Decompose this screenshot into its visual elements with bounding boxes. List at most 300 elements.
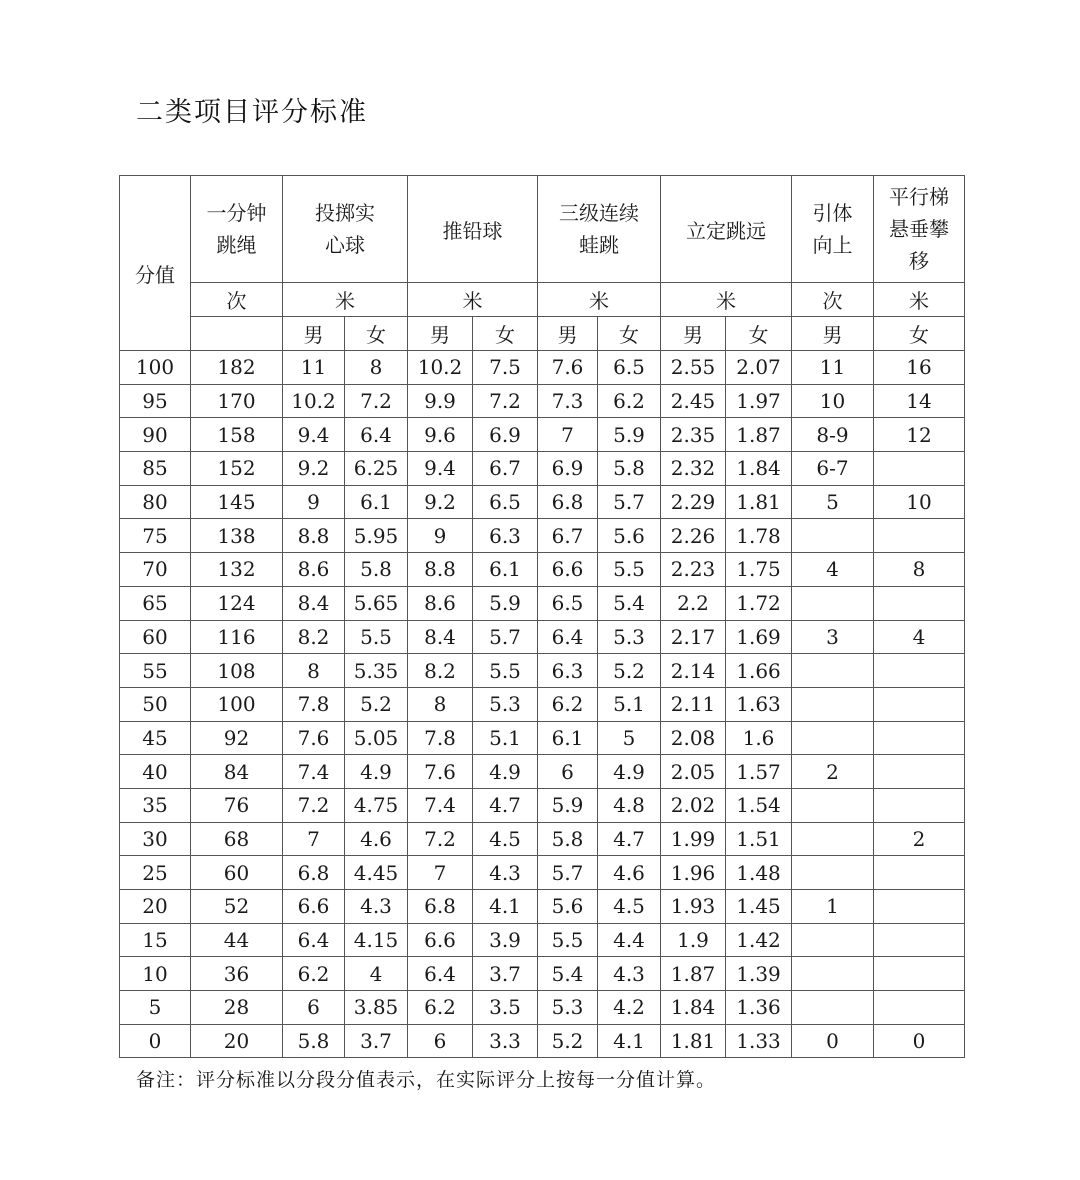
cell-rope-count: 145 xyxy=(191,485,283,519)
cell-frog-female: 4.4 xyxy=(598,923,661,957)
cell-shot-female: 4.3 xyxy=(473,856,538,890)
cell-jump-male: 2.17 xyxy=(661,620,726,654)
cell-rope-count: 108 xyxy=(191,654,283,688)
cell-shot-female: 5.1 xyxy=(473,721,538,755)
cell-shot-female: 5.9 xyxy=(473,586,538,620)
cell-frog-female: 4.6 xyxy=(598,856,661,890)
cell-shot-male: 9.2 xyxy=(408,485,473,519)
cell-shot-male: 9.4 xyxy=(408,452,473,486)
cell-pullup-male xyxy=(792,856,874,890)
sex-frog-male: 男 xyxy=(538,317,598,351)
sex-frog-female: 女 xyxy=(598,317,661,351)
cell-ladder-female: 10 xyxy=(874,485,965,519)
col-header-pull-up: 引体向上 xyxy=(792,176,874,283)
cell-ball-female: 4.9 xyxy=(345,755,408,789)
cell-frog-male: 6.3 xyxy=(538,654,598,688)
cell-rope-count: 28 xyxy=(191,991,283,1025)
cell-shot-female: 6.7 xyxy=(473,452,538,486)
sex-jump-male: 男 xyxy=(661,317,726,351)
cell-shot-male: 6.2 xyxy=(408,991,473,1025)
cell-shot-female: 4.9 xyxy=(473,755,538,789)
cell-ladder-female: 16 xyxy=(874,351,965,385)
cell-frog-female: 5.6 xyxy=(598,519,661,553)
cell-score: 95 xyxy=(120,384,191,418)
cell-score: 60 xyxy=(120,620,191,654)
cell-frog-female: 5.2 xyxy=(598,654,661,688)
cell-jump-male: 1.96 xyxy=(661,856,726,890)
unit-ball: 米 xyxy=(283,283,408,317)
cell-score: 100 xyxy=(120,351,191,385)
cell-jump-male: 2.02 xyxy=(661,788,726,822)
cell-pullup-male: 2 xyxy=(792,755,874,789)
cell-rope-count: 158 xyxy=(191,418,283,452)
cell-ladder-female xyxy=(874,923,965,957)
cell-score: 75 xyxy=(120,519,191,553)
cell-ball-male: 5.8 xyxy=(283,1024,345,1058)
cell-ladder-female: 8 xyxy=(874,553,965,587)
cell-ball-female: 8 xyxy=(345,351,408,385)
cell-ladder-female xyxy=(874,519,965,553)
cell-jump-female: 1.63 xyxy=(726,687,792,721)
header-row-titles xyxy=(120,176,965,283)
unit-jump: 米 xyxy=(661,283,792,317)
cell-ladder-female: 2 xyxy=(874,822,965,856)
cell-ball-male: 8.2 xyxy=(283,620,345,654)
cell-jump-female: 1.57 xyxy=(726,755,792,789)
cell-score: 85 xyxy=(120,452,191,486)
cell-shot-female: 6.5 xyxy=(473,485,538,519)
cell-ladder-female xyxy=(874,991,965,1025)
cell-shot-female: 5.3 xyxy=(473,687,538,721)
cell-jump-male: 2.29 xyxy=(661,485,726,519)
table-row xyxy=(120,519,965,553)
cell-ball-female: 3.7 xyxy=(345,1024,408,1058)
cell-rope-count: 60 xyxy=(191,856,283,890)
table-row xyxy=(120,452,965,486)
cell-frog-female: 4.1 xyxy=(598,1024,661,1058)
cell-shot-male: 9 xyxy=(408,519,473,553)
cell-frog-male: 6.9 xyxy=(538,452,598,486)
cell-frog-male: 6.1 xyxy=(538,721,598,755)
col-header-shot-put: 推铅球 xyxy=(408,176,538,283)
cell-ball-male: 9 xyxy=(283,485,345,519)
cell-ball-female: 4.3 xyxy=(345,890,408,924)
cell-pullup-male xyxy=(792,822,874,856)
table-row xyxy=(120,788,965,822)
cell-score: 35 xyxy=(120,788,191,822)
cell-shot-male: 8.8 xyxy=(408,553,473,587)
cell-ball-male: 6 xyxy=(283,991,345,1025)
col-header-score: 分值 xyxy=(120,176,191,351)
table-row xyxy=(120,991,965,1025)
cell-jump-male: 2.45 xyxy=(661,384,726,418)
cell-score: 55 xyxy=(120,654,191,688)
cell-ball-male: 9.2 xyxy=(283,452,345,486)
cell-jump-male: 2.08 xyxy=(661,721,726,755)
cell-ball-male: 10.2 xyxy=(283,384,345,418)
cell-ball-female: 5.95 xyxy=(345,519,408,553)
unit-frog: 米 xyxy=(538,283,661,317)
cell-jump-female: 1.66 xyxy=(726,654,792,688)
cell-jump-female: 2.07 xyxy=(726,351,792,385)
cell-shot-female: 6.1 xyxy=(473,553,538,587)
cell-ladder-female: 12 xyxy=(874,418,965,452)
cell-ladder-female: 14 xyxy=(874,384,965,418)
cell-ball-male: 8.8 xyxy=(283,519,345,553)
cell-shot-female: 4.7 xyxy=(473,788,538,822)
cell-jump-male: 1.93 xyxy=(661,890,726,924)
cell-frog-female: 5 xyxy=(598,721,661,755)
cell-jump-female: 1.33 xyxy=(726,1024,792,1058)
col-header-ladder-traverse: 平行梯悬垂攀移 xyxy=(874,176,965,283)
unit-shot: 米 xyxy=(408,283,538,317)
cell-jump-male: 2.32 xyxy=(661,452,726,486)
cell-frog-male: 6.7 xyxy=(538,519,598,553)
cell-frog-male: 5.4 xyxy=(538,957,598,991)
cell-score: 90 xyxy=(120,418,191,452)
cell-pullup-male xyxy=(792,991,874,1025)
cell-jump-male: 2.14 xyxy=(661,654,726,688)
cell-frog-female: 5.3 xyxy=(598,620,661,654)
cell-jump-male: 1.81 xyxy=(661,1024,726,1058)
cell-ladder-female xyxy=(874,755,965,789)
cell-frog-female: 5.8 xyxy=(598,452,661,486)
cell-pullup-male: 1 xyxy=(792,890,874,924)
cell-rope-count: 182 xyxy=(191,351,283,385)
cell-shot-female: 7.5 xyxy=(473,351,538,385)
cell-rope-count: 138 xyxy=(191,519,283,553)
sex-pullup-male: 男 xyxy=(792,317,874,351)
cell-frog-male: 6 xyxy=(538,755,598,789)
table-row xyxy=(120,890,965,924)
cell-shot-female: 5.7 xyxy=(473,620,538,654)
cell-ball-female: 4.45 xyxy=(345,856,408,890)
table-row xyxy=(120,822,965,856)
col-header-frog-jump: 三级连续蛙跳 xyxy=(538,176,661,283)
cell-shot-male: 8.6 xyxy=(408,586,473,620)
sex-jump-female: 女 xyxy=(726,317,792,351)
cell-jump-male: 2.23 xyxy=(661,553,726,587)
cell-ball-female: 4.15 xyxy=(345,923,408,957)
cell-shot-female: 5.5 xyxy=(473,654,538,688)
cell-shot-female: 6.3 xyxy=(473,519,538,553)
cell-frog-male: 6.2 xyxy=(538,687,598,721)
cell-score: 10 xyxy=(120,957,191,991)
cell-jump-female: 1.97 xyxy=(726,384,792,418)
cell-ball-female: 4.75 xyxy=(345,788,408,822)
cell-shot-female: 3.7 xyxy=(473,957,538,991)
cell-score: 40 xyxy=(120,755,191,789)
cell-rope-count: 52 xyxy=(191,890,283,924)
cell-shot-male: 7 xyxy=(408,856,473,890)
cell-ball-male: 8.6 xyxy=(283,553,345,587)
cell-jump-male: 2.55 xyxy=(661,351,726,385)
cell-pullup-male: 11 xyxy=(792,351,874,385)
cell-pullup-male: 0 xyxy=(792,1024,874,1058)
cell-ball-female: 6.1 xyxy=(345,485,408,519)
cell-shot-male: 7.2 xyxy=(408,822,473,856)
cell-rope-count: 124 xyxy=(191,586,283,620)
cell-jump-male: 1.99 xyxy=(661,822,726,856)
cell-jump-female: 1.48 xyxy=(726,856,792,890)
cell-rope-count: 44 xyxy=(191,923,283,957)
cell-ball-female: 5.05 xyxy=(345,721,408,755)
cell-jump-female: 1.42 xyxy=(726,923,792,957)
cell-rope-count: 84 xyxy=(191,755,283,789)
cell-ladder-female xyxy=(874,687,965,721)
cell-frog-male: 5.2 xyxy=(538,1024,598,1058)
table-row xyxy=(120,654,965,688)
table-row xyxy=(120,1024,965,1058)
cell-ball-male: 8 xyxy=(283,654,345,688)
cell-shot-male: 8.4 xyxy=(408,620,473,654)
cell-rope-count: 76 xyxy=(191,788,283,822)
cell-ball-male: 7 xyxy=(283,822,345,856)
sex-blank-cell xyxy=(191,317,283,351)
cell-ball-male: 6.8 xyxy=(283,856,345,890)
table-row xyxy=(120,755,965,789)
table-row xyxy=(120,586,965,620)
cell-rope-count: 36 xyxy=(191,957,283,991)
cell-ladder-female xyxy=(874,890,965,924)
cell-rope-count: 132 xyxy=(191,553,283,587)
cell-ball-female: 5.35 xyxy=(345,654,408,688)
cell-frog-female: 6.2 xyxy=(598,384,661,418)
table-row xyxy=(120,384,965,418)
cell-frog-female: 6.5 xyxy=(598,351,661,385)
cell-jump-female: 1.75 xyxy=(726,553,792,587)
cell-rope-count: 92 xyxy=(191,721,283,755)
cell-frog-female: 4.8 xyxy=(598,788,661,822)
cell-frog-male: 5.9 xyxy=(538,788,598,822)
cell-pullup-male: 8-9 xyxy=(792,418,874,452)
cell-frog-female: 5.9 xyxy=(598,418,661,452)
cell-rope-count: 116 xyxy=(191,620,283,654)
cell-score: 50 xyxy=(120,687,191,721)
cell-ball-female: 5.5 xyxy=(345,620,408,654)
cell-pullup-male xyxy=(792,923,874,957)
cell-pullup-male xyxy=(792,687,874,721)
cell-jump-female: 1.72 xyxy=(726,586,792,620)
table-row xyxy=(120,923,965,957)
cell-score: 30 xyxy=(120,822,191,856)
cell-jump-female: 1.45 xyxy=(726,890,792,924)
cell-pullup-male: 5 xyxy=(792,485,874,519)
cell-ball-male: 9.4 xyxy=(283,418,345,452)
cell-frog-female: 5.4 xyxy=(598,586,661,620)
cell-frog-male: 5.6 xyxy=(538,890,598,924)
cell-pullup-male xyxy=(792,721,874,755)
cell-ladder-female: 4 xyxy=(874,620,965,654)
cell-frog-male: 7 xyxy=(538,418,598,452)
col-header-standing-long-jump: 立定跳远 xyxy=(661,176,792,283)
cell-shot-male: 7.4 xyxy=(408,788,473,822)
cell-frog-male: 5.8 xyxy=(538,822,598,856)
sex-ball-male: 男 xyxy=(283,317,345,351)
cell-rope-count: 68 xyxy=(191,822,283,856)
cell-jump-female: 1.54 xyxy=(726,788,792,822)
cell-score: 80 xyxy=(120,485,191,519)
cell-score: 45 xyxy=(120,721,191,755)
cell-ball-female: 6.4 xyxy=(345,418,408,452)
cell-jump-male: 1.9 xyxy=(661,923,726,957)
cell-pullup-male: 6-7 xyxy=(792,452,874,486)
table-row xyxy=(120,856,965,890)
cell-rope-count: 100 xyxy=(191,687,283,721)
cell-ball-male: 11 xyxy=(283,351,345,385)
cell-shot-male: 10.2 xyxy=(408,351,473,385)
cell-ball-female: 5.2 xyxy=(345,687,408,721)
cell-pullup-male xyxy=(792,957,874,991)
cell-frog-male: 6.8 xyxy=(538,485,598,519)
cell-ball-female: 5.8 xyxy=(345,553,408,587)
cell-shot-female: 4.1 xyxy=(473,890,538,924)
cell-ball-male: 6.6 xyxy=(283,890,345,924)
cell-pullup-male xyxy=(792,586,874,620)
cell-score: 25 xyxy=(120,856,191,890)
cell-shot-female: 3.3 xyxy=(473,1024,538,1058)
cell-shot-female: 3.9 xyxy=(473,923,538,957)
cell-score: 70 xyxy=(120,553,191,587)
cell-ladder-female: 0 xyxy=(874,1024,965,1058)
cell-ball-male: 6.2 xyxy=(283,957,345,991)
cell-frog-male: 6.6 xyxy=(538,553,598,587)
cell-ladder-female xyxy=(874,721,965,755)
cell-frog-female: 4.5 xyxy=(598,890,661,924)
table-row xyxy=(120,418,965,452)
cell-jump-male: 2.2 xyxy=(661,586,726,620)
footnote: 备注：评分标准以分段分值表示，在实际评分上按每一分值计算。 xyxy=(136,1069,717,1091)
cell-ball-male: 7.4 xyxy=(283,755,345,789)
header-row-units xyxy=(120,283,965,317)
unit-ladder: 米 xyxy=(874,283,965,317)
table-row xyxy=(120,721,965,755)
cell-jump-female: 1.69 xyxy=(726,620,792,654)
cell-jump-female: 1.6 xyxy=(726,721,792,755)
cell-shot-male: 8 xyxy=(408,687,473,721)
cell-ball-female: 6.25 xyxy=(345,452,408,486)
sex-shot-male: 男 xyxy=(408,317,473,351)
cell-shot-male: 9.6 xyxy=(408,418,473,452)
cell-jump-female: 1.81 xyxy=(726,485,792,519)
cell-frog-male: 5.7 xyxy=(538,856,598,890)
cell-ball-female: 4 xyxy=(345,957,408,991)
table-row xyxy=(120,553,965,587)
cell-ball-male: 8.4 xyxy=(283,586,345,620)
cell-shot-female: 6.9 xyxy=(473,418,538,452)
cell-jump-female: 1.78 xyxy=(726,519,792,553)
cell-frog-female: 4.9 xyxy=(598,755,661,789)
col-header-medicine-ball: 投掷实心球 xyxy=(283,176,408,283)
cell-pullup-male xyxy=(792,519,874,553)
table-row xyxy=(120,957,965,991)
cell-ball-male: 7.6 xyxy=(283,721,345,755)
page-title: 二类项目评分标准 xyxy=(136,97,368,128)
cell-rope-count: 170 xyxy=(191,384,283,418)
table-row xyxy=(120,351,965,385)
cell-shot-male: 9.9 xyxy=(408,384,473,418)
cell-shot-female: 4.5 xyxy=(473,822,538,856)
cell-pullup-male xyxy=(792,788,874,822)
cell-rope-count: 20 xyxy=(191,1024,283,1058)
cell-score: 15 xyxy=(120,923,191,957)
cell-pullup-male: 10 xyxy=(792,384,874,418)
cell-frog-female: 4.2 xyxy=(598,991,661,1025)
cell-jump-female: 1.39 xyxy=(726,957,792,991)
cell-score: 0 xyxy=(120,1024,191,1058)
sex-ball-female: 女 xyxy=(345,317,408,351)
cell-ladder-female xyxy=(874,654,965,688)
cell-jump-male: 2.35 xyxy=(661,418,726,452)
cell-shot-female: 7.2 xyxy=(473,384,538,418)
cell-ball-male: 7.2 xyxy=(283,788,345,822)
cell-jump-male: 1.84 xyxy=(661,991,726,1025)
cell-pullup-male xyxy=(792,654,874,688)
cell-ladder-female xyxy=(874,452,965,486)
cell-frog-female: 5.1 xyxy=(598,687,661,721)
unit-rope: 次 xyxy=(191,283,283,317)
col-header-rope-skipping: 一分钟跳绳 xyxy=(191,176,283,283)
cell-rope-count: 152 xyxy=(191,452,283,486)
cell-jump-female: 1.84 xyxy=(726,452,792,486)
cell-pullup-male: 4 xyxy=(792,553,874,587)
cell-ladder-female xyxy=(874,586,965,620)
cell-jump-male: 2.26 xyxy=(661,519,726,553)
cell-jump-female: 1.87 xyxy=(726,418,792,452)
cell-ball-female: 5.65 xyxy=(345,586,408,620)
cell-shot-male: 7.6 xyxy=(408,755,473,789)
cell-frog-female: 4.7 xyxy=(598,822,661,856)
header-row-sex xyxy=(120,317,965,351)
cell-score: 20 xyxy=(120,890,191,924)
cell-frog-female: 4.3 xyxy=(598,957,661,991)
cell-ball-female: 4.6 xyxy=(345,822,408,856)
sex-shot-female: 女 xyxy=(473,317,538,351)
cell-frog-male: 7.6 xyxy=(538,351,598,385)
cell-shot-male: 6.8 xyxy=(408,890,473,924)
cell-jump-male: 1.87 xyxy=(661,957,726,991)
cell-frog-female: 5.5 xyxy=(598,553,661,587)
cell-ball-male: 6.4 xyxy=(283,923,345,957)
cell-shot-female: 3.5 xyxy=(473,991,538,1025)
cell-jump-female: 1.36 xyxy=(726,991,792,1025)
cell-jump-male: 2.05 xyxy=(661,755,726,789)
cell-frog-male: 6.4 xyxy=(538,620,598,654)
cell-pullup-male: 3 xyxy=(792,620,874,654)
table-row xyxy=(120,620,965,654)
cell-ball-female: 7.2 xyxy=(345,384,408,418)
cell-ladder-female xyxy=(874,957,965,991)
cell-shot-male: 6 xyxy=(408,1024,473,1058)
table-row xyxy=(120,687,965,721)
cell-ladder-female xyxy=(874,788,965,822)
cell-frog-female: 5.7 xyxy=(598,485,661,519)
cell-frog-male: 5.3 xyxy=(538,991,598,1025)
cell-frog-male: 7.3 xyxy=(538,384,598,418)
unit-pullup: 次 xyxy=(792,283,874,317)
cell-shot-male: 7.8 xyxy=(408,721,473,755)
cell-shot-male: 6.6 xyxy=(408,923,473,957)
cell-score: 5 xyxy=(120,991,191,1025)
cell-shot-male: 8.2 xyxy=(408,654,473,688)
cell-shot-male: 6.4 xyxy=(408,957,473,991)
cell-ball-female: 3.85 xyxy=(345,991,408,1025)
cell-jump-male: 2.11 xyxy=(661,687,726,721)
scoring-table xyxy=(119,175,965,1058)
cell-jump-female: 1.51 xyxy=(726,822,792,856)
table-row xyxy=(120,485,965,519)
sex-ladder-female: 女 xyxy=(874,317,965,351)
